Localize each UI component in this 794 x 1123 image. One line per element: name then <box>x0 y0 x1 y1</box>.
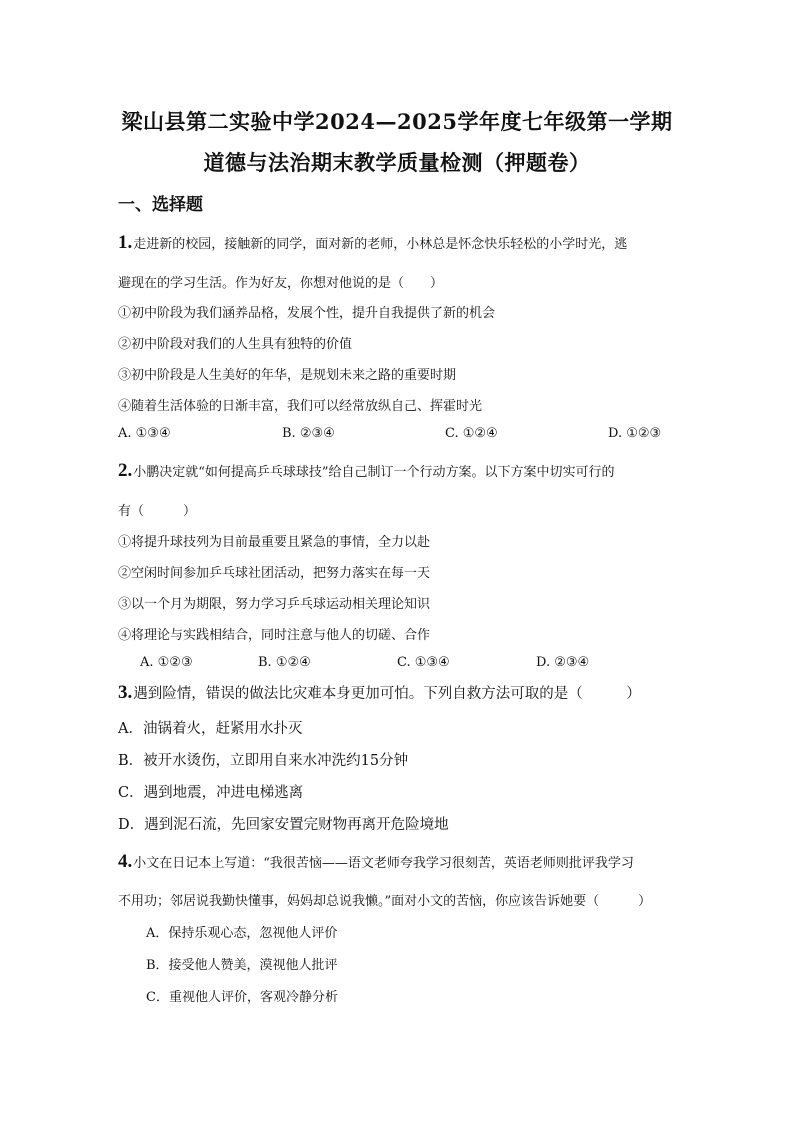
q1-option-a: A. ①③④ <box>118 426 171 441</box>
q4-option-c: C．重视他人评价，客观冷静分析 <box>146 990 338 1005</box>
q4-stem-line1: 4.小文在日记本上写道：“我很苦恼——语文老师夸我学习很刻苦，英语老师则批评我学习 <box>118 851 634 872</box>
q2-statement: ②空闲时间参加乒乓球社团活动，把努力落实在每一天 <box>118 566 431 581</box>
q3-number: 3. <box>118 682 133 703</box>
q4-option-b: B．接受他人赞美，漠视他人批评 <box>146 958 338 973</box>
q2-statement: ③以一个月为期限，努力学习乒乓球运动相关理论知识 <box>118 597 431 612</box>
q1-statement: ①初中阶段为我们涵养品格，发展个性，提升自我提供了新的机会 <box>118 306 496 321</box>
q1-options <box>118 426 678 444</box>
q2-option-b: B. ①②④ <box>258 655 311 670</box>
q2-option-c: C. ①③④ <box>397 655 450 670</box>
q3-option-c: C．遇到地震，冲进电梯逃离 <box>118 785 304 801</box>
q1-number: 1. <box>118 232 133 253</box>
q1-statement: ②初中阶段对我们的人生具有独特的价值 <box>118 337 353 352</box>
exam-title-line2: 道德与法治期末教学质量检测（押题卷） <box>203 150 591 175</box>
q4-option-a: A．保持乐观心态，忽视他人评价 <box>146 926 338 941</box>
q2-option-a: A. ①②③ <box>140 655 193 670</box>
q1-statement: ③初中阶段是人生美好的年华，是规划未来之路的重要时期 <box>118 368 457 383</box>
q3-option-b: B．被开水烫伤，立即用自来水冲洗约15分钟 <box>118 753 409 769</box>
q4-stem-line2: 不用功；邻居说我勤快懂事，妈妈却总说我懒。”面对小文的苦恼，你应该告诉她要（ ） <box>118 894 652 909</box>
q4-number: 4. <box>118 851 133 872</box>
q2-options <box>140 655 660 673</box>
q1-stem-line2: 避现在的学习生活。作为好友，你想对他说的是（ ） <box>118 276 444 291</box>
q1-statement: ④随着生活体验的日渐丰富，我们可以经常放纵自己、挥霍时光 <box>118 399 483 414</box>
exam-title-line1: 梁山县第二实验中学2024—2025学年度七年级第一学期 <box>121 109 673 134</box>
q2-option-d: D. ②③④ <box>536 655 590 670</box>
q2-stem-line2: 有（ ） <box>118 504 197 519</box>
q1-option-b: B. ②③④ <box>282 426 335 441</box>
q1-option-c: C. ①②④ <box>445 426 498 441</box>
q1-stem-line1: 1.走进新的校园，接触新的同学，面对新的老师，小林总是怀念快乐轻松的小学时光，逃 <box>118 232 628 253</box>
q3-option-d: D．遇到泥石流，先回家安置完财物再离开危险境地 <box>118 817 449 833</box>
q2-stem-line1: 2.小鹏决定就“如何提高乒乓球球技”给自己制订一个行动方案。以下方案中切实可行的 <box>118 460 615 481</box>
q2-number: 2. <box>118 460 133 481</box>
q3-option-a: A．油锅着火，赶紧用水扑灭 <box>118 721 303 737</box>
q3-stem: 3.遇到险情，错误的做法比灾难本身更加可怕。下列自救方法可取的是（ ） <box>118 682 641 703</box>
section-heading: 一、选择题 <box>118 195 203 215</box>
q1-option-d: D. ①②③ <box>608 426 662 441</box>
q2-statement: ④将理论与实践相结合，同时注意与他人的切磋、合作 <box>118 628 431 643</box>
q2-statement: ①将提升球技列为目前最重要且紧急的事情，全力以赴 <box>118 535 431 550</box>
